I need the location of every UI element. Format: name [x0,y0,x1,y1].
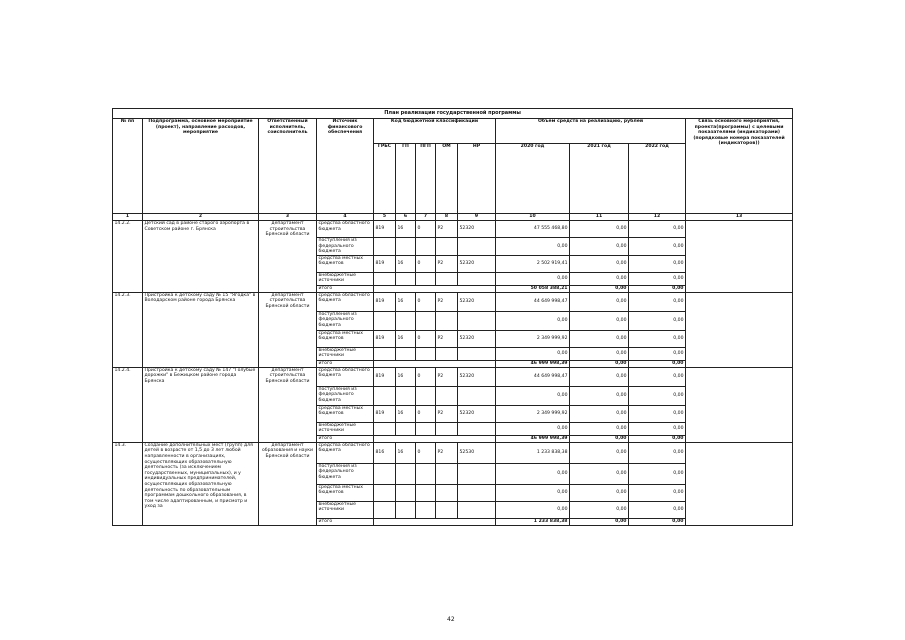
kbk-gp: 16 [396,255,416,272]
item-number: 14.2.2. [113,221,143,293]
item-indicators [686,442,793,525]
amount-2022: 0,00 [629,238,686,256]
amount-2021: 0,00 [570,238,629,256]
header-2020: 2020 год [496,144,570,214]
amount-2020: 2 349 999,92 [496,405,570,422]
header-gp: ГП [396,144,416,214]
amount-2020: 0,00 [496,484,570,501]
item-executor: департамент строительства Брянской области [259,292,317,367]
kbk-grbs [374,501,396,518]
funding-source: внебюджетные источники [317,501,374,518]
amount-2020: 0,00 [496,311,570,330]
kbk-om [436,386,458,405]
table-row [113,292,793,311]
kbk-pgp: 0 [416,255,436,272]
kbk-grbs: 819 [374,330,396,347]
amount-2022: 0,00 [629,422,686,435]
funding-source: поступления из федерального бюджета [317,238,374,256]
amount-2021: 0,00 [570,255,629,272]
total-amount-2021: 0,00 [570,435,629,442]
amount-2021: 0,00 [570,292,629,311]
kbk-nr: 52320 [458,330,496,347]
amount-2020: 0,00 [496,463,570,484]
total-label: итого [317,435,374,442]
total-amount-2021: 0,00 [570,518,629,525]
table-row [113,221,793,238]
amount-2022: 0,00 [629,386,686,405]
kbk-om: P2 [436,367,458,386]
kbk-gp [396,311,416,330]
funding-source: средства местных бюджетов [317,405,374,422]
kbk-gp [396,422,416,435]
funding-source: средства областного бюджета [317,442,374,463]
total-amount-2021: 0,00 [570,285,629,292]
total-kbk-empty [374,285,496,292]
total-label: итого [317,360,374,367]
kbk-grbs [374,422,396,435]
kbk-nr: 52320 [458,255,496,272]
kbk-gp [396,347,416,360]
kbk-om: P2 [436,221,458,238]
amount-2022: 0,00 [629,311,686,330]
funding-source: средства местных бюджетов [317,330,374,347]
item-indicators [686,367,793,442]
kbk-gp: 16 [396,405,416,422]
amount-2021: 0,00 [570,347,629,360]
funding-source: средства местных бюджетов [317,255,374,272]
column-number: 6 [396,214,416,221]
total-amount-2020: 46 999 998,39 [496,360,570,367]
header-nr: НР [458,144,496,214]
kbk-grbs [374,386,396,405]
total-kbk-empty [374,360,496,367]
kbk-grbs: 819 [374,221,396,238]
amount-2020: 0,00 [496,347,570,360]
funding-source: внебюджетные источники [317,272,374,285]
column-number: 9 [458,214,496,221]
kbk-gp [396,484,416,501]
total-amount-2020: 50 058 388,21 [496,285,570,292]
kbk-gp [396,463,416,484]
column-number: 1 [113,214,143,221]
total-amount-2021: 0,00 [570,360,629,367]
amount-2021: 0,00 [570,311,629,330]
kbk-grbs: 819 [374,405,396,422]
kbk-gp: 16 [396,292,416,311]
kbk-nr: 52320 [458,367,496,386]
header-2021: 2021 год [570,144,629,214]
kbk-nr [458,272,496,285]
column-number: 11 [570,214,629,221]
kbk-om: P2 [436,330,458,347]
kbk-grbs: 819 [374,255,396,272]
header-indicators: Связь основного мероприятия, проекта(программы) с целевыми показателями (индикаторами) (порядковые номера показателей (индикаторов)) [686,119,793,214]
kbk-grbs [374,347,396,360]
amount-2022: 0,00 [629,272,686,285]
funding-source: средства местных бюджетов [317,484,374,501]
header-money: Объём средств на реализацию, рублей [496,119,686,144]
item-executor: департамент строительства Брянской области [259,367,317,442]
amount-2022: 0,00 [629,442,686,463]
total-amount-2022: 0,00 [629,435,686,442]
kbk-om [436,272,458,285]
amount-2021: 0,00 [570,367,629,386]
kbk-nr [458,386,496,405]
kbk-nr: 52320 [458,292,496,311]
amount-2021: 0,00 [570,221,629,238]
kbk-pgp [416,386,436,405]
amount-2020: 47 555 468,80 [496,221,570,238]
column-number: 5 [374,214,396,221]
amount-2020: 0,00 [496,422,570,435]
kbk-gp: 16 [396,330,416,347]
kbk-om: P2 [436,405,458,422]
kbk-nr [458,422,496,435]
total-label: итого [317,518,374,525]
amount-2021: 0,00 [570,484,629,501]
kbk-nr [458,463,496,484]
kbk-pgp [416,422,436,435]
kbk-pgp: 0 [416,330,436,347]
kbk-pgp [416,347,436,360]
table-header [113,109,793,221]
column-number: 7 [416,214,436,221]
kbk-pgp [416,272,436,285]
column-number: 3 [259,214,317,221]
kbk-om: P2 [436,442,458,463]
column-numbers-row [113,214,793,221]
amount-2020: 0,00 [496,238,570,256]
amount-2020: 44 649 998,47 [496,367,570,386]
kbk-nr: 52320 [458,221,496,238]
header-grbs: ГРБС [374,144,396,214]
header-subprogram: Подпрограмма, основное мероприятие (проект), направление расходов, мероприятие [143,119,259,214]
kbk-om [436,484,458,501]
kbk-pgp [416,501,436,518]
amount-2022: 0,00 [629,221,686,238]
column-number: 13 [686,214,793,221]
kbk-om [436,238,458,256]
item-indicators [686,221,793,293]
amount-2021: 0,00 [570,272,629,285]
amount-2021: 0,00 [570,405,629,422]
table-body [113,221,793,526]
table-row [113,367,793,386]
kbk-om: P2 [436,255,458,272]
kbk-gp: 16 [396,367,416,386]
kbk-gp [396,501,416,518]
total-amount-2022: 0,00 [629,285,686,292]
amount-2021: 0,00 [570,386,629,405]
amount-2022: 0,00 [629,484,686,501]
kbk-gp [396,272,416,285]
amount-2022: 0,00 [629,501,686,518]
kbk-grbs [374,484,396,501]
header-kbk: Код бюджетной классификации [374,119,496,144]
funding-source: средства областного бюджета [317,221,374,238]
item-executor: департамент образования и науки Брянской области [259,442,317,525]
kbk-om [436,463,458,484]
kbk-grbs: 816 [374,442,396,463]
header-pgp: ПГП [416,144,436,214]
total-amount-2020: 46 999 998,39 [496,435,570,442]
kbk-pgp: 0 [416,442,436,463]
item-executor: департамент строительства Брянской области [259,221,317,293]
kbk-gp [396,386,416,405]
kbk-pgp [416,463,436,484]
amount-2022: 0,00 [629,347,686,360]
table-row [113,442,793,463]
total-amount-2022: 0,00 [629,360,686,367]
kbk-om: P2 [436,292,458,311]
amount-2021: 0,00 [570,442,629,463]
funding-source: внебюджетные источники [317,422,374,435]
kbk-pgp [416,238,436,256]
amount-2022: 0,00 [629,367,686,386]
amount-2020: 0,00 [496,386,570,405]
kbk-pgp [416,311,436,330]
program-plan-table [112,108,793,526]
table-title: План реализации государственной программы [113,109,793,119]
kbk-pgp: 0 [416,221,436,238]
amount-2022: 0,00 [629,292,686,311]
funding-source: внебюджетные источники [317,347,374,360]
header-executor: Ответственный исполнитель, соисполнитель [259,119,317,214]
header-om: ОМ [436,144,458,214]
kbk-grbs [374,272,396,285]
document-page [112,108,792,526]
kbk-nr [458,347,496,360]
item-name: Пристройка к детскому саду № 147 "Голубые дорожки" в Бежицком районе города Брянска [143,367,259,442]
amount-2020: 2 349 999,92 [496,330,570,347]
funding-source: поступления из федерального бюджета [317,463,374,484]
funding-source: поступления из федерального бюджета [317,311,374,330]
kbk-pgp: 0 [416,367,436,386]
page-number: 42 [447,616,455,623]
kbk-nr: 52530 [458,442,496,463]
amount-2022: 0,00 [629,330,686,347]
funding-source: поступления из федерального бюджета [317,386,374,405]
kbk-gp: 16 [396,221,416,238]
column-number: 2 [143,214,259,221]
kbk-nr [458,501,496,518]
header-2022: 2022 год [629,144,686,214]
total-kbk-empty [374,518,496,525]
kbk-grbs [374,238,396,256]
amount-2021: 0,00 [570,422,629,435]
item-name: Детский сад в районе старого аэропорта в Советском районе г. Брянска [143,221,259,293]
item-name: Создание дополнительных мест (групп) для детей в возрасте от 1,5 до 3 лет любой направленности в организациях, осуществляющих образовательную деятельность (за исключением государственных, муниципальных), и у индивидуальных предпринимателей, осуществляющих образовательную деятельность по образовательным программам дошкольного образования, в том числе адаптированным, и присмотр и уход за [143,442,259,525]
kbk-om [436,501,458,518]
funding-source: средства областного бюджета [317,367,374,386]
kbk-nr [458,238,496,256]
kbk-grbs [374,311,396,330]
item-number: 14.3. [113,442,143,525]
amount-2020: 1 233 838,38 [496,442,570,463]
column-number: 12 [629,214,686,221]
kbk-pgp [416,484,436,501]
kbk-nr: 52320 [458,405,496,422]
header-source: Источник финансового обеспечения [317,119,374,214]
amount-2021: 0,00 [570,501,629,518]
amount-2020: 0,00 [496,501,570,518]
funding-source: средства областного бюджета [317,292,374,311]
kbk-nr [458,311,496,330]
kbk-om [436,311,458,330]
kbk-grbs [374,463,396,484]
kbk-gp [396,238,416,256]
kbk-nr [458,484,496,501]
kbk-grbs: 819 [374,367,396,386]
kbk-om [436,347,458,360]
total-label: итого [317,285,374,292]
column-number: 10 [496,214,570,221]
item-name: Пристройка к детскому саду № 15 "Ягодка" в Володарском районе города Брянска [143,292,259,367]
total-amount-2020: 1 233 838,38 [496,518,570,525]
header-number: № пп [113,119,143,214]
column-number: 4 [317,214,374,221]
kbk-pgp: 0 [416,405,436,422]
amount-2020: 0,00 [496,272,570,285]
total-kbk-empty [374,435,496,442]
item-number: 14.2.4. [113,367,143,442]
kbk-grbs: 819 [374,292,396,311]
amount-2022: 0,00 [629,255,686,272]
kbk-om [436,422,458,435]
amount-2021: 0,00 [570,463,629,484]
kbk-gp: 16 [396,442,416,463]
amount-2022: 0,00 [629,405,686,422]
total-amount-2022: 0,00 [629,518,686,525]
item-number: 14.2.3. [113,292,143,367]
amount-2021: 0,00 [570,330,629,347]
amount-2022: 0,00 [629,463,686,484]
kbk-pgp: 0 [416,292,436,311]
item-indicators [686,292,793,367]
column-number: 8 [436,214,458,221]
amount-2020: 44 649 998,47 [496,292,570,311]
amount-2020: 2 502 919,41 [496,255,570,272]
